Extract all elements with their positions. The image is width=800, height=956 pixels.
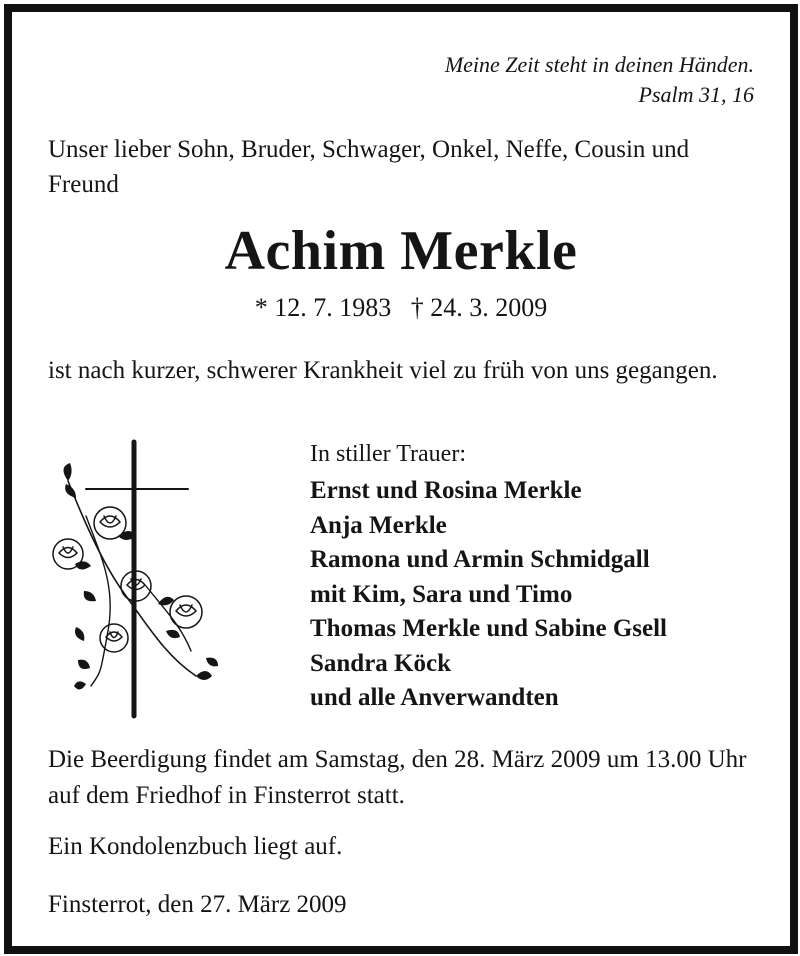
mourning-label: In stiller Trauer: [310,441,466,467]
life-dates [12,291,790,325]
mourner-name: und alle Anverwandten [310,684,559,711]
birth-date: * 12. 7. 1983 [254,293,392,322]
mourner-name: Sandra Köck [310,649,452,677]
deceased-name: Achim Merkle [224,220,578,282]
mourner-name: Anja Merkle [310,511,447,539]
mourner-name: mit Kim, Sara und Timo [310,580,573,608]
mourner-name: Ramona und Armin Schmidgall [310,546,650,573]
mourner-name: Thomas Merkle und Sabine Gsell [310,615,667,642]
place-and-date: Finsterrot, den 27. März 2009 [48,891,347,918]
mourners-list [310,474,667,716]
intro-text: Unser lieber Sohn, Bruder, Schwager, Onkel, Neffe, Cousin und Freund [48,136,690,198]
obituary-notice [4,4,798,954]
motto-quote: Meine Zeit steht in deinen Händen. [444,52,754,77]
death-date: † 24. 3. 2009 [410,293,548,322]
cross-with-roses-icon [46,436,226,721]
mourner-name: Ernst und Rosina Merkle [310,477,582,504]
condolence-note: Ein Kondolenzbuch liegt auf. [48,833,343,860]
motto [445,50,754,110]
motto-source: Psalm 31, 16 [638,82,754,107]
passed-text: ist nach kurzer, schwerer Krankheit viel zu früh von uns gegangen. [48,357,718,384]
funeral-details: Die Beerdigung findet am Samstag, den 28. März 2009 um 13.00 Uhr auf dem Friedhof in Finsterrot statt. [48,746,747,809]
